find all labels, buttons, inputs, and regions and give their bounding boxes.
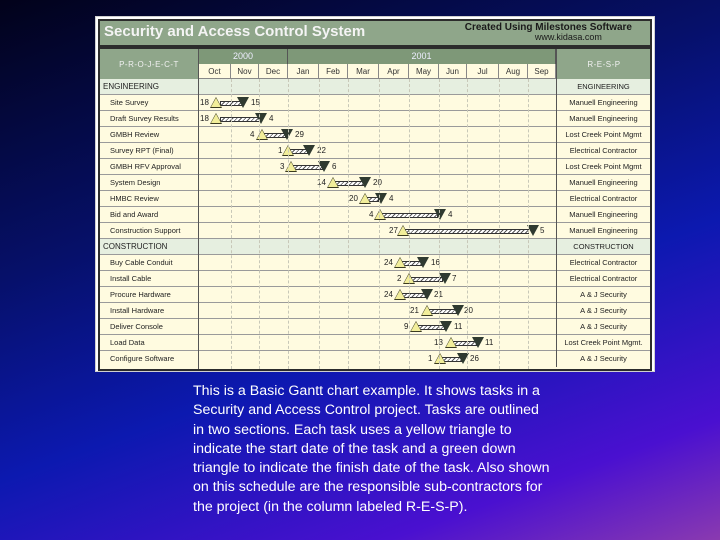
start-triangle-icon <box>434 353 446 364</box>
task-resp: Lost Creek Point Mgmt <box>556 127 650 143</box>
start-day: 3 <box>280 162 285 171</box>
month-header: Apr <box>379 64 409 79</box>
month-header: Dec <box>259 64 288 79</box>
start-day: 14 <box>317 178 326 187</box>
year-header-2001: 2001 <box>288 49 556 64</box>
end-day: 4 <box>448 210 453 219</box>
task-resp: Lost Creek Point Mgmt. <box>556 335 650 351</box>
end-day: 21 <box>434 290 443 299</box>
start-day: 4 <box>250 130 255 139</box>
task-row <box>100 271 650 287</box>
month-gridline <box>409 79 410 369</box>
start-day: 20 <box>349 194 358 203</box>
task-row <box>100 207 650 223</box>
finish-triangle-icon <box>375 193 387 204</box>
finish-triangle-icon <box>440 321 452 332</box>
task-name: Construction Support <box>110 226 181 235</box>
end-day: 16 <box>431 258 440 267</box>
caption-text: This is a Basic Gantt chart example. It shows tasks in a Security and Access Control project. Tasks are outlined in two sections. Each task uses a yellow triangle to indicate the start date of the task and a green down triangle to indicate the finish date of the task. Also shown on this schedule are the responsible sub-contractors for the project (in the column labeled R-E-S-P). <box>193 383 550 515</box>
task-name: Survey RPT (Final) <box>110 146 174 155</box>
task-name: Deliver Console <box>110 322 163 331</box>
year-header-2000: 2000 <box>199 49 288 64</box>
start-triangle-icon <box>394 257 406 268</box>
section-row-engineering <box>100 79 650 95</box>
credit-url: www.kidasa.com <box>534 32 602 42</box>
finish-triangle-icon <box>434 209 446 220</box>
task-row <box>100 191 650 207</box>
start-day: 27 <box>389 226 398 235</box>
title-bar <box>98 19 652 47</box>
task-name: Install Cable <box>110 274 152 283</box>
month-gridline <box>528 79 529 369</box>
start-day: 24 <box>384 290 393 299</box>
task-resp: Manuell Engineering <box>556 175 650 191</box>
section-resp: CONSTRUCTION <box>556 239 650 255</box>
start-day: 24 <box>384 258 393 267</box>
month-header: Feb <box>319 64 348 79</box>
end-day: 20 <box>464 306 473 315</box>
end-day: 4 <box>389 194 394 203</box>
end-day: 20 <box>373 178 382 187</box>
task-name: System Design <box>110 178 161 187</box>
start-triangle-icon <box>421 305 433 316</box>
task-name: GMBH RFV Approval <box>110 162 181 171</box>
task-resp: Lost Creek Point Mgmt <box>556 159 650 175</box>
finish-triangle-icon <box>281 129 293 140</box>
task-row <box>100 335 650 351</box>
start-triangle-icon <box>359 193 371 204</box>
task-resp: Electrical Contractor <box>556 255 650 271</box>
task-resp: A & J Security <box>556 351 650 367</box>
task-name: Buy Cable Conduit <box>110 258 173 267</box>
project-column-header: P-R-O-J-E-C-T <box>100 49 199 79</box>
section-label: ENGINEERING <box>103 82 160 91</box>
finish-triangle-icon <box>255 113 267 124</box>
month-header: Sep <box>528 64 556 79</box>
end-day: 7 <box>452 274 457 283</box>
task-resp: A & J Security <box>556 319 650 335</box>
month-gridline <box>348 79 349 369</box>
start-day: 9 <box>404 322 409 331</box>
credit-line: Created Using Milestones Software <box>464 22 632 33</box>
end-day: 26 <box>470 354 479 363</box>
task-name: Install Hardware <box>110 306 165 315</box>
task-resp: Electrical Contractor <box>556 143 650 159</box>
section-resp: ENGINEERING <box>556 79 650 95</box>
resp-column-header: R-E-S-P <box>556 49 651 79</box>
task-row <box>100 351 650 367</box>
start-day: 1 <box>278 146 283 155</box>
month-gridline <box>499 79 500 369</box>
finish-triangle-icon <box>439 273 451 284</box>
section-row-construction <box>100 239 650 255</box>
task-row <box>100 223 650 239</box>
end-day: 6 <box>332 162 337 171</box>
start-triangle-icon <box>374 209 386 220</box>
task-name: Procure Hardware <box>110 290 171 299</box>
month-gridline <box>439 79 440 369</box>
task-name: Configure Software <box>110 354 175 363</box>
month-gridline <box>259 79 260 369</box>
task-row <box>100 319 650 335</box>
task-row <box>100 111 650 127</box>
task-name: GMBH Review <box>110 130 160 139</box>
task-resp: Electrical Contractor <box>556 191 650 207</box>
task-resp: Manuell Engineering <box>556 207 650 223</box>
end-day: 11 <box>485 338 494 347</box>
start-day: 1 <box>428 354 433 363</box>
start-day: 13 <box>434 338 443 347</box>
section-label: CONSTRUCTION <box>103 242 168 251</box>
start-triangle-icon <box>327 177 339 188</box>
task-row <box>100 175 650 191</box>
start-triangle-icon <box>210 97 222 108</box>
task-resp: A & J Security <box>556 287 650 303</box>
task-name: Draft Survey Results <box>110 114 179 123</box>
task-row <box>100 287 650 303</box>
month-header: Jan <box>288 64 319 79</box>
start-triangle-icon <box>397 225 409 236</box>
month-header: Jul <box>467 64 499 79</box>
finish-triangle-icon <box>303 145 315 156</box>
finish-triangle-icon <box>472 337 484 348</box>
start-triangle-icon <box>410 321 422 332</box>
task-resp: Electrical Contractor <box>556 271 650 287</box>
task-row <box>100 303 650 319</box>
task-resp: Manuell Engineering <box>556 223 650 239</box>
month-gridline <box>379 79 380 369</box>
task-name: Site Survey <box>110 98 149 107</box>
end-day: 29 <box>295 130 304 139</box>
month-header: May <box>409 64 439 79</box>
end-day: 5 <box>540 226 545 235</box>
finish-triangle-icon <box>237 97 249 108</box>
month-header: Mar <box>348 64 379 79</box>
software-credit <box>465 22 632 42</box>
start-day: 2 <box>397 274 402 283</box>
task-name: Load Data <box>110 338 145 347</box>
task-resp: A & J Security <box>556 303 650 319</box>
start-day: 18 <box>200 114 209 123</box>
finish-triangle-icon <box>421 289 433 300</box>
start-triangle-icon <box>394 289 406 300</box>
task-resp: Manuell Engineering <box>556 95 650 111</box>
month-gridline <box>319 79 320 369</box>
finish-triangle-icon <box>417 257 429 268</box>
start-triangle-icon <box>210 113 222 124</box>
task-row <box>100 143 650 159</box>
end-day: 22 <box>317 146 326 155</box>
chart-title: Security and Access Control System <box>104 23 366 40</box>
end-day: 11 <box>454 322 463 331</box>
task-row <box>100 159 650 175</box>
month-header: Jun <box>439 64 467 79</box>
task-row <box>100 255 650 271</box>
finish-triangle-icon <box>452 305 464 316</box>
end-day: 4 <box>269 114 274 123</box>
month-header: Aug <box>499 64 528 79</box>
divider <box>198 79 199 369</box>
month-header: Nov <box>231 64 259 79</box>
month-gridline <box>231 79 232 369</box>
month-gridline <box>467 79 468 369</box>
finish-triangle-icon <box>359 177 371 188</box>
gantt-grid <box>98 47 652 371</box>
task-row <box>100 95 650 111</box>
gantt-chart-frame <box>95 16 655 372</box>
task-name: HMBC Review <box>110 194 159 203</box>
start-day: 21 <box>410 306 419 315</box>
task-resp: Manuell Engineering <box>556 111 650 127</box>
task-bar <box>382 213 438 218</box>
start-triangle-icon <box>285 161 297 172</box>
end-day: 15 <box>251 98 260 107</box>
task-row <box>100 127 650 143</box>
month-gridline <box>288 79 289 369</box>
task-name: Bid and Award <box>110 210 159 219</box>
start-triangle-icon <box>445 337 457 348</box>
month-header: Oct <box>199 64 231 79</box>
start-day: 18 <box>200 98 209 107</box>
start-day: 4 <box>369 210 374 219</box>
start-triangle-icon <box>256 129 268 140</box>
